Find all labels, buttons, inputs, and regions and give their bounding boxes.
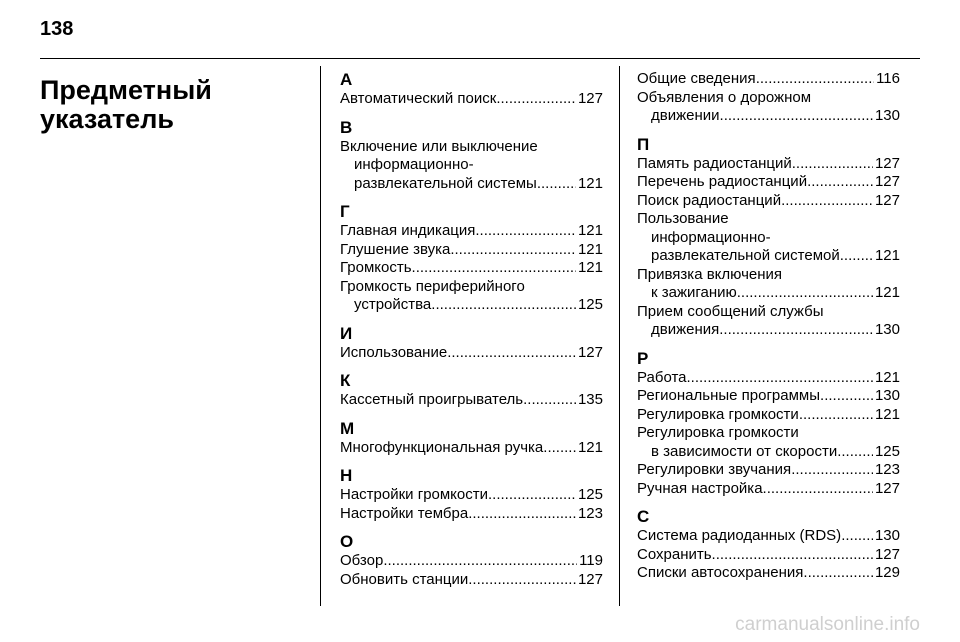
entry-page-number: 121 — [874, 247, 900, 264]
entry-term: Перечень радиостанций — [637, 173, 808, 190]
section-letter: К — [340, 371, 351, 390]
entry-page-number: 130 — [874, 321, 900, 338]
index-section — [340, 419, 603, 458]
index-column-2 — [637, 70, 900, 583]
entry-page-number: 121 — [874, 405, 900, 423]
index-section — [637, 507, 900, 583]
dot-leader — [763, 480, 873, 499]
entry-page-number: 121 — [577, 174, 603, 192]
entry-term: Работа — [637, 368, 687, 386]
entry-term: Регулировка громкости — [637, 405, 799, 423]
dot-leader — [475, 222, 576, 241]
entry-term: Автоматический поиск — [340, 90, 497, 107]
index-entry — [637, 155, 900, 174]
entry-term: движения — [651, 321, 720, 338]
dot-leader — [687, 369, 873, 388]
dot-leader — [488, 486, 576, 505]
index-section — [340, 532, 603, 589]
entry-page-number: 135 — [577, 391, 603, 408]
entry-page-number: 127 — [874, 191, 900, 209]
entry-page-number: 130 — [874, 527, 900, 544]
index-entry — [340, 90, 603, 109]
index-entry — [340, 138, 603, 194]
entry-page-number: 121 — [577, 222, 603, 239]
dot-leader — [412, 259, 576, 278]
index-entry — [340, 486, 603, 505]
entry-term: информационно- — [651, 228, 771, 246]
page-title — [40, 76, 300, 134]
dot-leader — [537, 175, 576, 194]
entry-page-number: 130 — [874, 387, 900, 404]
dot-leader — [799, 406, 873, 425]
dot-leader — [450, 241, 576, 260]
dot-leader — [841, 527, 873, 546]
entry-page-number: 125 — [874, 442, 900, 460]
dot-leader — [807, 173, 873, 192]
index-entry — [340, 259, 603, 278]
entry-page-number: 127 — [577, 570, 603, 588]
dot-leader — [523, 391, 576, 410]
page-title-line: Предметный — [40, 75, 212, 105]
index-section — [340, 466, 603, 523]
entry-term: Поиск радиостанций — [637, 191, 782, 209]
entry-term: Привязка включения — [637, 265, 783, 283]
section-letter: А — [340, 70, 353, 89]
dot-leader — [468, 571, 576, 590]
entry-term: Регулировка громкости — [637, 424, 799, 441]
entry-page-number: 130 — [874, 107, 900, 124]
dot-leader — [837, 443, 873, 462]
entry-page-number: 121 — [577, 240, 603, 258]
entry-term: Громкость — [340, 259, 412, 276]
entry-term: устройства — [354, 296, 432, 313]
index-entry — [637, 546, 900, 565]
entry-term: Региональные программы — [637, 387, 821, 404]
dot-leader — [468, 505, 576, 524]
dot-leader — [543, 439, 576, 458]
entry-page-number: 121 — [874, 368, 900, 386]
index-entry — [340, 344, 603, 363]
index-entry — [340, 505, 603, 524]
index-section — [340, 118, 603, 194]
entry-term: в зависимости от скорости — [651, 442, 838, 460]
entry-term: Многофункциональная ручка — [340, 438, 544, 456]
entry-page-number: 127 — [577, 343, 603, 361]
index-entry — [637, 461, 900, 480]
section-letter: Р — [637, 348, 649, 368]
index-entry — [637, 192, 900, 211]
section-letter: Н — [340, 466, 353, 485]
entry-page-number: 125 — [577, 296, 603, 313]
index-entry — [637, 564, 900, 583]
dot-leader — [383, 552, 577, 571]
index-entry — [637, 424, 900, 461]
index-entry — [637, 89, 900, 126]
section-letter: И — [340, 323, 353, 343]
index-section — [340, 70, 603, 109]
column-divider — [619, 66, 620, 606]
entry-page-number: 121 — [577, 259, 603, 276]
dot-leader — [791, 461, 873, 480]
section-letter: С — [637, 507, 650, 526]
entry-page-number: 127 — [874, 154, 900, 172]
entry-page-number: 129 — [874, 564, 900, 581]
entry-page-number: 121 — [577, 438, 603, 456]
entry-page-number: 127 — [874, 173, 900, 190]
index-section — [637, 70, 900, 126]
section-letter: М — [340, 418, 355, 438]
index-entry — [340, 222, 603, 241]
index-entry — [340, 241, 603, 260]
entry-term: Громкость периферийного — [340, 277, 525, 295]
entry-term: Главная индикация — [340, 222, 476, 239]
entry-page-number: 123 — [874, 461, 900, 478]
index-entry — [637, 527, 900, 546]
index-section — [637, 135, 900, 340]
section-letter: В — [340, 117, 353, 137]
entry-term: развлекательной системы — [354, 174, 537, 192]
index-section — [340, 324, 603, 363]
dot-leader — [792, 155, 873, 174]
section-letter: О — [340, 532, 354, 551]
index-entry — [340, 278, 603, 315]
index-entry — [340, 391, 603, 410]
dot-leader — [756, 70, 874, 89]
entry-page-number: 127 — [577, 90, 603, 107]
entry-term: движении — [651, 107, 720, 124]
entry-term: Использование — [340, 343, 448, 361]
index-entry — [637, 266, 900, 303]
index-section — [340, 371, 603, 410]
dot-leader — [820, 387, 873, 406]
entry-term: Ручная настройка — [637, 479, 763, 497]
index-section — [637, 349, 900, 499]
index-entry — [340, 571, 603, 590]
entry-term: Прием сообщений службы — [637, 302, 824, 320]
header-rule — [40, 58, 920, 59]
entry-term: Объявления о дорожном — [637, 88, 812, 106]
entry-page-number: 123 — [577, 504, 603, 522]
dot-leader — [431, 296, 576, 315]
index-entry — [637, 387, 900, 406]
column-divider — [320, 66, 321, 606]
entry-term: Память радиостанций — [637, 154, 792, 172]
entry-page-number: 125 — [577, 486, 603, 503]
dot-leader — [720, 107, 873, 126]
entry-term: Обновить станции — [340, 570, 469, 588]
entry-page-number: 119 — [579, 552, 603, 569]
page-number: 138 — [40, 18, 74, 40]
dot-leader — [803, 564, 873, 583]
entry-page-number: 116 — [876, 70, 900, 87]
index-entry — [637, 369, 900, 388]
dot-leader — [712, 546, 873, 565]
entry-term: информационно- — [354, 156, 474, 173]
dot-leader — [447, 344, 576, 363]
index-entry — [637, 303, 900, 340]
index-entry — [637, 406, 900, 425]
entry-page-number: 127 — [874, 545, 900, 563]
entry-page-number: 127 — [874, 479, 900, 497]
dot-leader — [719, 321, 873, 340]
section-letter: Г — [340, 202, 350, 221]
index-entry — [637, 480, 900, 499]
page-title-line: указатель — [40, 104, 174, 134]
dot-leader — [781, 192, 873, 211]
entry-term: Регулировки звучания — [637, 461, 792, 478]
entry-term: к зажиганию — [651, 284, 737, 301]
index-entry — [637, 70, 900, 89]
entry-term: Пользование — [637, 210, 729, 227]
entry-term: Глушение звука — [340, 240, 451, 258]
dot-leader — [496, 90, 576, 109]
section-letter: П — [637, 134, 650, 154]
entry-term: Кассетный проигрыватель — [340, 391, 524, 408]
watermark: carmanualsonline.info — [735, 614, 920, 635]
entry-term: Общие сведения — [637, 70, 756, 87]
entry-term: Система радиоданных (RDS) — [637, 527, 842, 544]
entry-page-number: 121 — [874, 284, 900, 301]
index-entry — [637, 210, 900, 266]
index-entry — [340, 439, 603, 458]
entry-term: Обзор — [340, 552, 384, 569]
entry-term: развлекательной системой — [651, 247, 840, 264]
entry-term: Сохранить — [637, 545, 712, 563]
index-section — [340, 202, 603, 315]
dot-leader — [737, 284, 873, 303]
index-column-1 — [340, 70, 603, 589]
index-entry — [637, 173, 900, 192]
entry-term: Настройки тембра — [340, 504, 469, 522]
entry-term: Включение или выключение — [340, 137, 538, 155]
index-entry — [340, 552, 603, 571]
entry-term: Настройки громкости — [340, 486, 489, 503]
entry-term: Списки автосохранения — [637, 564, 804, 581]
dot-leader — [840, 247, 873, 266]
